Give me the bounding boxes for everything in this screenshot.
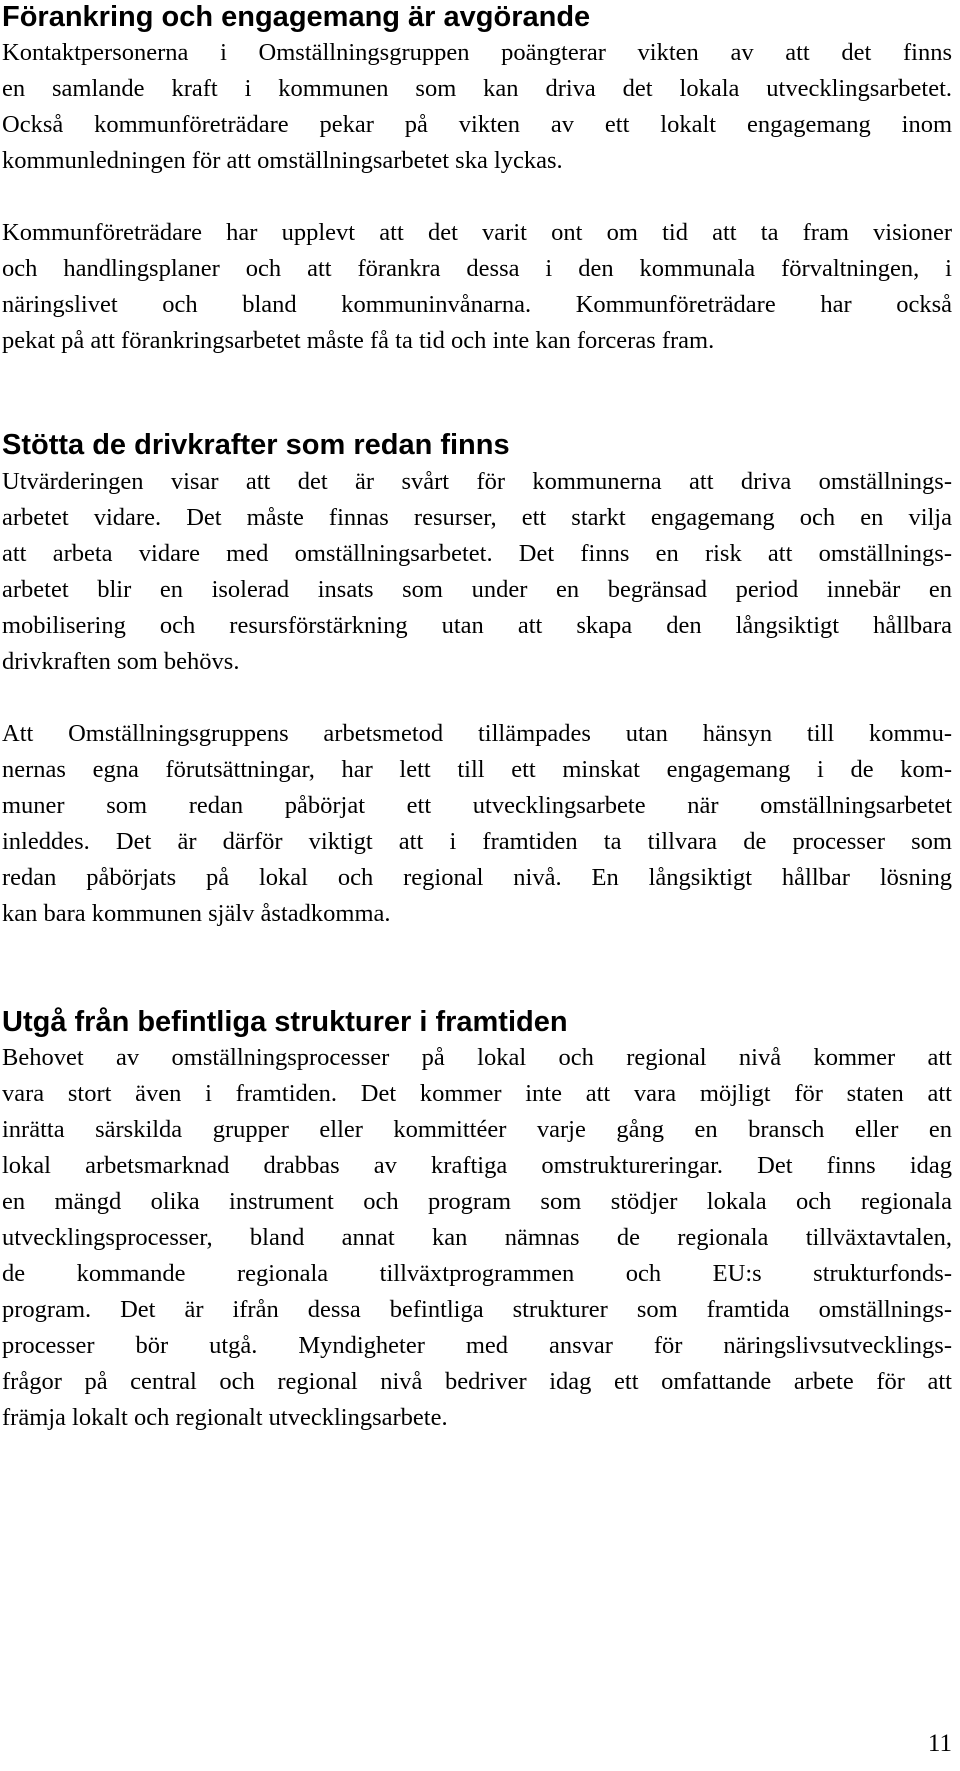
- section-forankring: [2, 0, 952, 359]
- paragraph: [2, 35, 952, 179]
- text-line: Att Omställningsgruppens arbetsmetod tillämpades utan hänsyn till kommu-: [2, 720, 952, 747]
- text-line: de kommande regionala tillväxtprogrammen och EU:s strukturfonds-: [2, 1260, 952, 1287]
- text-line: främja lokalt och regionalt utvecklingsarbete.: [2, 1404, 448, 1431]
- text-line: frågor på central och regional nivå bedriver idag ett omfattande arbete för att: [2, 1368, 952, 1395]
- text-line: mobilisering och resursförstärkning utan att skapa den långsiktigt hållbara: [2, 612, 952, 639]
- text-line: arbetet vidare. Det måste finnas resurser, ett starkt engagemang och en vilja: [2, 504, 952, 531]
- text-line: Kontaktpersonerna i Omställningsgruppen poängterar vikten av att det finns: [2, 39, 952, 66]
- text-line: inleddes. Det är därför viktigt att i framtiden ta tillvara de processer som: [2, 828, 952, 855]
- text-line: Kommunföreträdare har upplevt att det varit ont om tid att ta fram visioner: [2, 219, 952, 246]
- text-line: processer bör utgå. Myndigheter med ansvar för näringslivsutvecklings-: [2, 1332, 952, 1359]
- paragraph: [2, 1040, 952, 1436]
- text-line: Också kommunföreträdare pekar på vikten av ett lokalt engagemang inom: [2, 111, 952, 138]
- text-line: Behovet av omställningsprocesser på lokal och regional nivå kommer att: [2, 1044, 952, 1071]
- section-stotta: [2, 428, 952, 932]
- text-line: näringslivet och bland kommuninvånarna. Kommunföreträdare har också: [2, 291, 952, 318]
- text-line: en mängd olika instrument och program som stödjer lokala och regionala: [2, 1188, 952, 1215]
- text-line: vara stort även i framtiden. Det kommer inte att vara möjligt för staten att: [2, 1080, 952, 1107]
- section-heading: Utgå från befintliga strukturer i framtiden: [2, 1006, 568, 1038]
- text-line: pekat på att förankringsarbetet måste få ta tid och inte kan forceras fram.: [2, 327, 715, 354]
- text-line: utvecklingsprocesser, bland annat kan nämnas de regionala tillväxtavtalen,: [2, 1224, 952, 1251]
- section-utga: [2, 1005, 952, 1436]
- text-line: arbetet blir en isolerad insats som under en begränsad period innebär en: [2, 576, 952, 603]
- text-line: kommunledningen för att omställningsarbetet ska lyckas.: [2, 147, 563, 174]
- paragraph: [2, 464, 952, 680]
- text-line: en samlande kraft i kommunen som kan driva det lokala utvecklingsarbetet.: [2, 75, 952, 102]
- text-line: nernas egna förutsättningar, har lett till ett minskat engagemang i de kom-: [2, 756, 952, 783]
- text-line: drivkraften som behövs.: [2, 648, 240, 675]
- paragraph: [2, 716, 952, 932]
- text-line: redan påbörjats på lokal och regional nivå. En långsiktigt hållbar lösning: [2, 864, 952, 891]
- text-line: Utvärderingen visar att det är svårt för kommunerna att driva omställnings-: [2, 468, 952, 495]
- text-line: inrätta särskilda grupper eller kommittéer varje gång en bransch eller en: [2, 1116, 952, 1143]
- text-line: lokal arbetsmarknad drabbas av kraftiga omstruktureringar. Det finns idag: [2, 1152, 952, 1179]
- text-line: kan bara kommunen själv åstadkomma.: [2, 900, 391, 927]
- text-line: muner som redan påbörjat ett utvecklingsarbete när omställningsarbetet: [2, 792, 952, 819]
- section-heading: Förankring och engagemang är avgörande: [2, 1, 591, 33]
- section-heading: Stötta de drivkrafter som redan finns: [2, 429, 510, 461]
- text-line: program. Det är ifrån dessa befintliga strukturer som framtida omställnings-: [2, 1296, 952, 1323]
- page-number: 11: [927, 1730, 952, 1757]
- paragraph: [2, 215, 952, 359]
- text-line: och handlingsplaner och att förankra dessa i den kommunala förvaltningen, i: [2, 255, 952, 282]
- text-line: att arbeta vidare med omställningsarbetet. Det finns en risk att omställnings-: [2, 540, 952, 567]
